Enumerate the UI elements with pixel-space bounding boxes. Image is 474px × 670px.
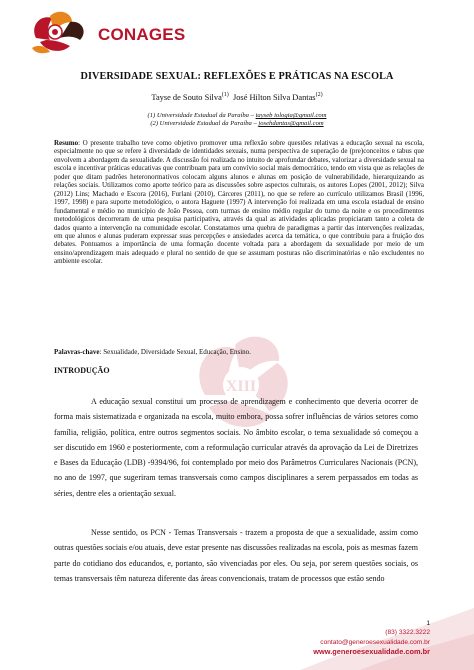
paragraph: [54, 394, 418, 501]
abstract-label: Resumo: [54, 139, 79, 147]
author-name: Tayse de Souto Silva: [151, 92, 222, 102]
logo-text: CONAGES: [98, 25, 186, 44]
abstract: [54, 139, 424, 266]
keywords-text: : Sexualidade, Diversidade Sexual, Educação, Ensino.: [99, 348, 251, 356]
page-number: 1: [426, 620, 430, 627]
flower-logo-icon: [28, 8, 98, 56]
footer-contact: [313, 628, 430, 657]
affiliation-line: [0, 120, 474, 127]
footer-phone: (83) 3322.3222: [385, 629, 430, 636]
conages-logo: [28, 8, 186, 56]
author-mark: (2): [315, 92, 323, 98]
keywords-label: Palavras-chave: [54, 348, 100, 356]
affiliation-text: (2) Universidade Estadual da Paraíba –: [150, 120, 259, 127]
affiliation-text: (1) Universidade Estadual da Paraíba –: [147, 112, 256, 119]
abstract-text: : O presente trabalho teve como objetivo promover uma reflexão sobre questões relativas a educação sexual na escola, especialmente no que se refere à diversidade de identidades sexuais, numa perspectiva de superação de (pre)conceitos e tabus que envolvem a abordagem da sexualidade. A discussão foi realizada no intuito de aprofundar debates, valorizar a diversidade sexual na escola e incentivar práticas educativas que contribuam para um convívio social mais democrático, tendo em vista que as relações de poder que ditam padrões heteronormativos colocam alguns alunos e alunas em posição de vulnerabilidade, hierarquizando as relações sociais. Utilizamos como aporte teórico para as discussões sobre aspectos culturais, os autores Lopes (2001, 2012); Silva (2012) Lins; Machado e Escora (2016), Furlani (2010), Cárceres (2011), no que se refere ao currículo utilizamos Brasil (1996, 1997, 1998) e para suporte metodológico, o autora Haguete (1997) A intervenção foi realizada em uma escola estadual de ensino fundamental e médio no município de João Pessoa, com turmas de ensino médio regular do turno da noite e os procedimentos metodológicos decorreram de uma pesquisa participativa, através da qual as atividades aplicadas propiciaram tanto a coleta de dados quanto a intervenção na comunidade escolar. Constatamos uma quebra de paradigmas a partir das intervenções realizadas, em que alunos e alunas puderam expressar suas percepções e ansiedades acerca da temática, o que contribuiu para a fruição dos debates. Pontuamos a importância de uma formação docente voltada para a abordagem da sexualidade por meio de um ensino/aprendizagem mais adequado e plural no sentido de que se assumam posturas não discriminatórias e não excludentes no ambiente escolar.: [54, 139, 424, 266]
footer-email[interactable]: contato@generoesexualidade.com.br: [320, 638, 430, 646]
author-name: José Hilton Silva Dantas: [232, 92, 316, 102]
paper-title: DIVERSIDADE SEXUAL: REFLEXÕES E PRÁTICAS NA ESCOLA: [80, 71, 394, 82]
footer-website[interactable]: www.generoesexualidade.com.br: [313, 647, 430, 657]
paragraph-text: A educação sexual constitui um processo de aprendizagem e conhecimento que deveria ocorrer de forma mais sistematizada e organizada na escola, muito embora, possa sofrer influências de vários setores como família, religião, política, entre outros segmentos sociais. No âmbito escolar, o tema sexualidade só começou a ser discutido em 1960 e posteriormente, com a reformulação curricular através da aprovação da Lei de Diretrizes e Bases da Educação (LDB) -9394/96, foi contemplado por meio dos Parâmetros Curriculares Nacionais (PCN), no ano de 1997, que sugeriram temas transversais como campos disciplinares a serem perpassados em todas as séries, dentre eles a orientação sexual.: [54, 397, 418, 498]
paragraph: [54, 525, 418, 586]
authors-line: [0, 92, 474, 102]
email-link[interactable]: tayseb iologia@gmail.com: [255, 112, 327, 119]
watermark-label: XIII: [225, 378, 257, 395]
affiliation-line: [0, 112, 474, 119]
section-heading: INTRODUÇÃO: [54, 366, 110, 375]
paragraph-text: Nesse sentido, os PCN - Temas Transversais - trazem a proposta de que a sexualidade, assim como outras questões sociais e/ou atuais, deve estar presente nas discussões realizadas na escola, pois as mesmas fazem parte do cotidiano dos educandos, e, portanto, são vivenciadas por eles. Ou seja, por serem questões sociais, os temas transversais têm natureza diferente das áreas convencionais, tratam de processos que estão sendo: [54, 528, 418, 583]
email-link[interactable]: josehdantas@gmail.com: [258, 120, 324, 127]
author-mark: (1): [221, 92, 229, 98]
keywords: [54, 348, 424, 356]
